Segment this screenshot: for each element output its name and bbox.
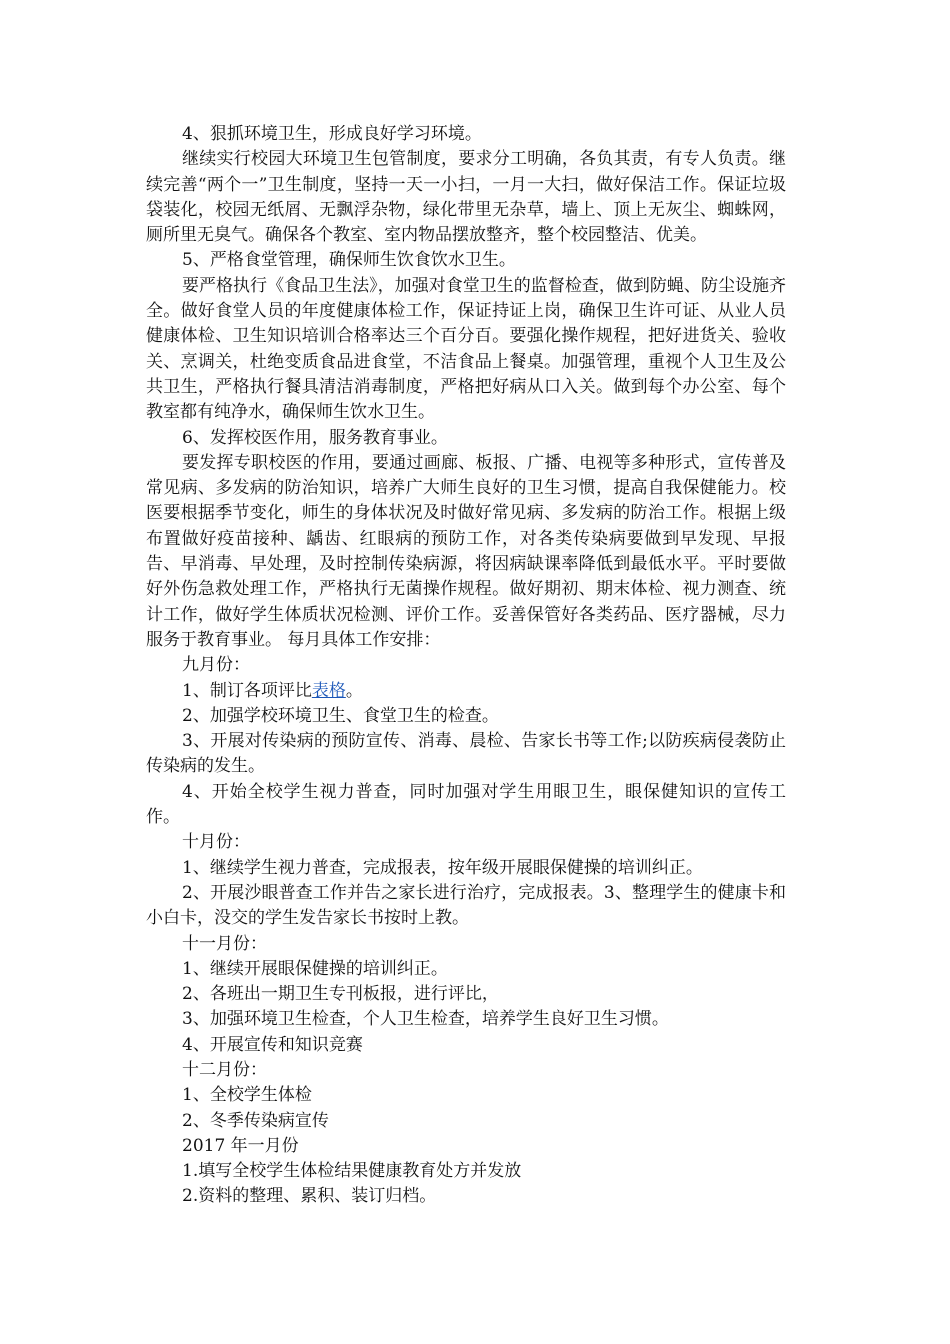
december-item-1: 1、全校学生体检 [182, 1085, 312, 1106]
section-6-body: 要发挥专职校医的作用，要通过画廊、板报、广播、电视等多种形式，宣传普及常见病、多发病的防治知识，培养广大师生良好的卫生习惯，提高自我保健能力。校医要根据季节变化，师生的身体状况及时做好常见病、多发病的防治工作。根据上级布置做好疫苗接种、龋齿、红眼病的预防工作，对各类传染病要做到早发现、早报告、早消毒、早处理，及时控制传染病源，将因病缺课率降低到最低水平。平时要做好外伤急救处理工作，严格执行无菌操作规程。做好期初、期末体检、视力测查、统计工作，做好学生体质状况检测、评价工作。妥善保管好各类药品、医疗器械，尽力服务于教育事业。 每月具体工作安排： [146, 452, 786, 650]
section-4-body: 继续实行校园大环境卫生包管制度，要求分工明确，各负其责，有专人负责。继续完善“两个一”卫生制度，坚持一天一小扫，一月一大扫，做好保洁工作。保证垃圾袋装化，校园无纸屑、无飘浮杂物，绿化带里无杂草，墙上、顶上无灰尘、蜘蛛网，厕所里无臭气。确保各个教室、室内物品摆放整齐，整个校园整洁、优美。 [146, 149, 786, 246]
december-title: 十二月份： [182, 1059, 267, 1080]
table-link[interactable]: 表格 [311, 680, 346, 701]
january-item-1: 1.填写全校学生体检结果健康教育处方并发放 [182, 1161, 522, 1182]
october-title: 十月份： [182, 832, 250, 853]
section-5-body: 要严格执行《食品卫生法》，加强对食堂卫生的监督检查，做到防蝇、防尘设施齐全。做好食堂人员的年度健康体检工作，保证持证上岗，确保卫生许可证、从业人员健康体检、卫生知识培训合格率达三个百分百。要强化操作规程，把好进货关、验收关、烹调关，杜绝变质食品进食堂，不洁食品上餐桌。加强管理，重视个人卫生及公共卫生，严格执行餐具清洁消毒制度，严格把好病从口入关。做到每个办公室、每个教室都有纯净水，确保师生饮水卫生。 [146, 275, 786, 423]
october-item-1: 1、继续学生视力普查，完成报表，按年级开展眼保健操的培训纠正。 [182, 857, 703, 878]
september-item-1-prefix: 1、制订各项评比 [182, 680, 312, 701]
january-title: 2017 年一月份 [182, 1135, 299, 1156]
september-item-1-suffix: 。 [345, 680, 363, 701]
section-6-heading: 6、发挥校医作用，服务教育事业。 [182, 427, 448, 448]
november-item-1: 1、继续开展眼保健操的培训纠正。 [182, 958, 448, 979]
october-item-2: 2、开展沙眼普查工作并告之家长进行治疗，完成报表。3、整理学生的健康卡和小白卡，没交的学生发告家长书按时上教。 [146, 882, 786, 929]
november-item-4: 4、开展宣传和知识竞赛 [182, 1034, 363, 1055]
document-page [146, 122, 786, 1210]
september-title: 九月份： [182, 655, 250, 676]
september-item-4: 4、开始全校学生视力普查，同时加强对学生用眼卫生，眼保健知识的宣传工作。 [146, 781, 786, 828]
november-title: 十一月份： [182, 933, 267, 954]
november-item-2: 2、各班出一期卫生专刊板报，进行评比， [182, 984, 499, 1005]
section-4-heading: 4、狠抓环境卫生，形成良好学习环境。 [182, 124, 482, 144]
september-item-2: 2、加强学校环境卫生、食堂卫生的检查。 [182, 705, 499, 726]
september-item-3: 3、开展对传染病的预防宣传、消毒、晨检、告家长书等工作;以防疾病侵袭防止传染病的发生。 [146, 731, 786, 777]
december-item-2: 2、冬季传染病宣传 [182, 1110, 329, 1131]
section-5-heading: 5、严格食堂管理，确保师生饮食饮水卫生。 [182, 250, 516, 271]
november-item-3: 3、加强环境卫生检查，个人卫生检查，培养学生良好卫生习惯。 [182, 1009, 669, 1030]
september-item-1 [146, 679, 786, 704]
january-item-2: 2.资料的整理、累积、装订归档。 [182, 1186, 437, 1207]
